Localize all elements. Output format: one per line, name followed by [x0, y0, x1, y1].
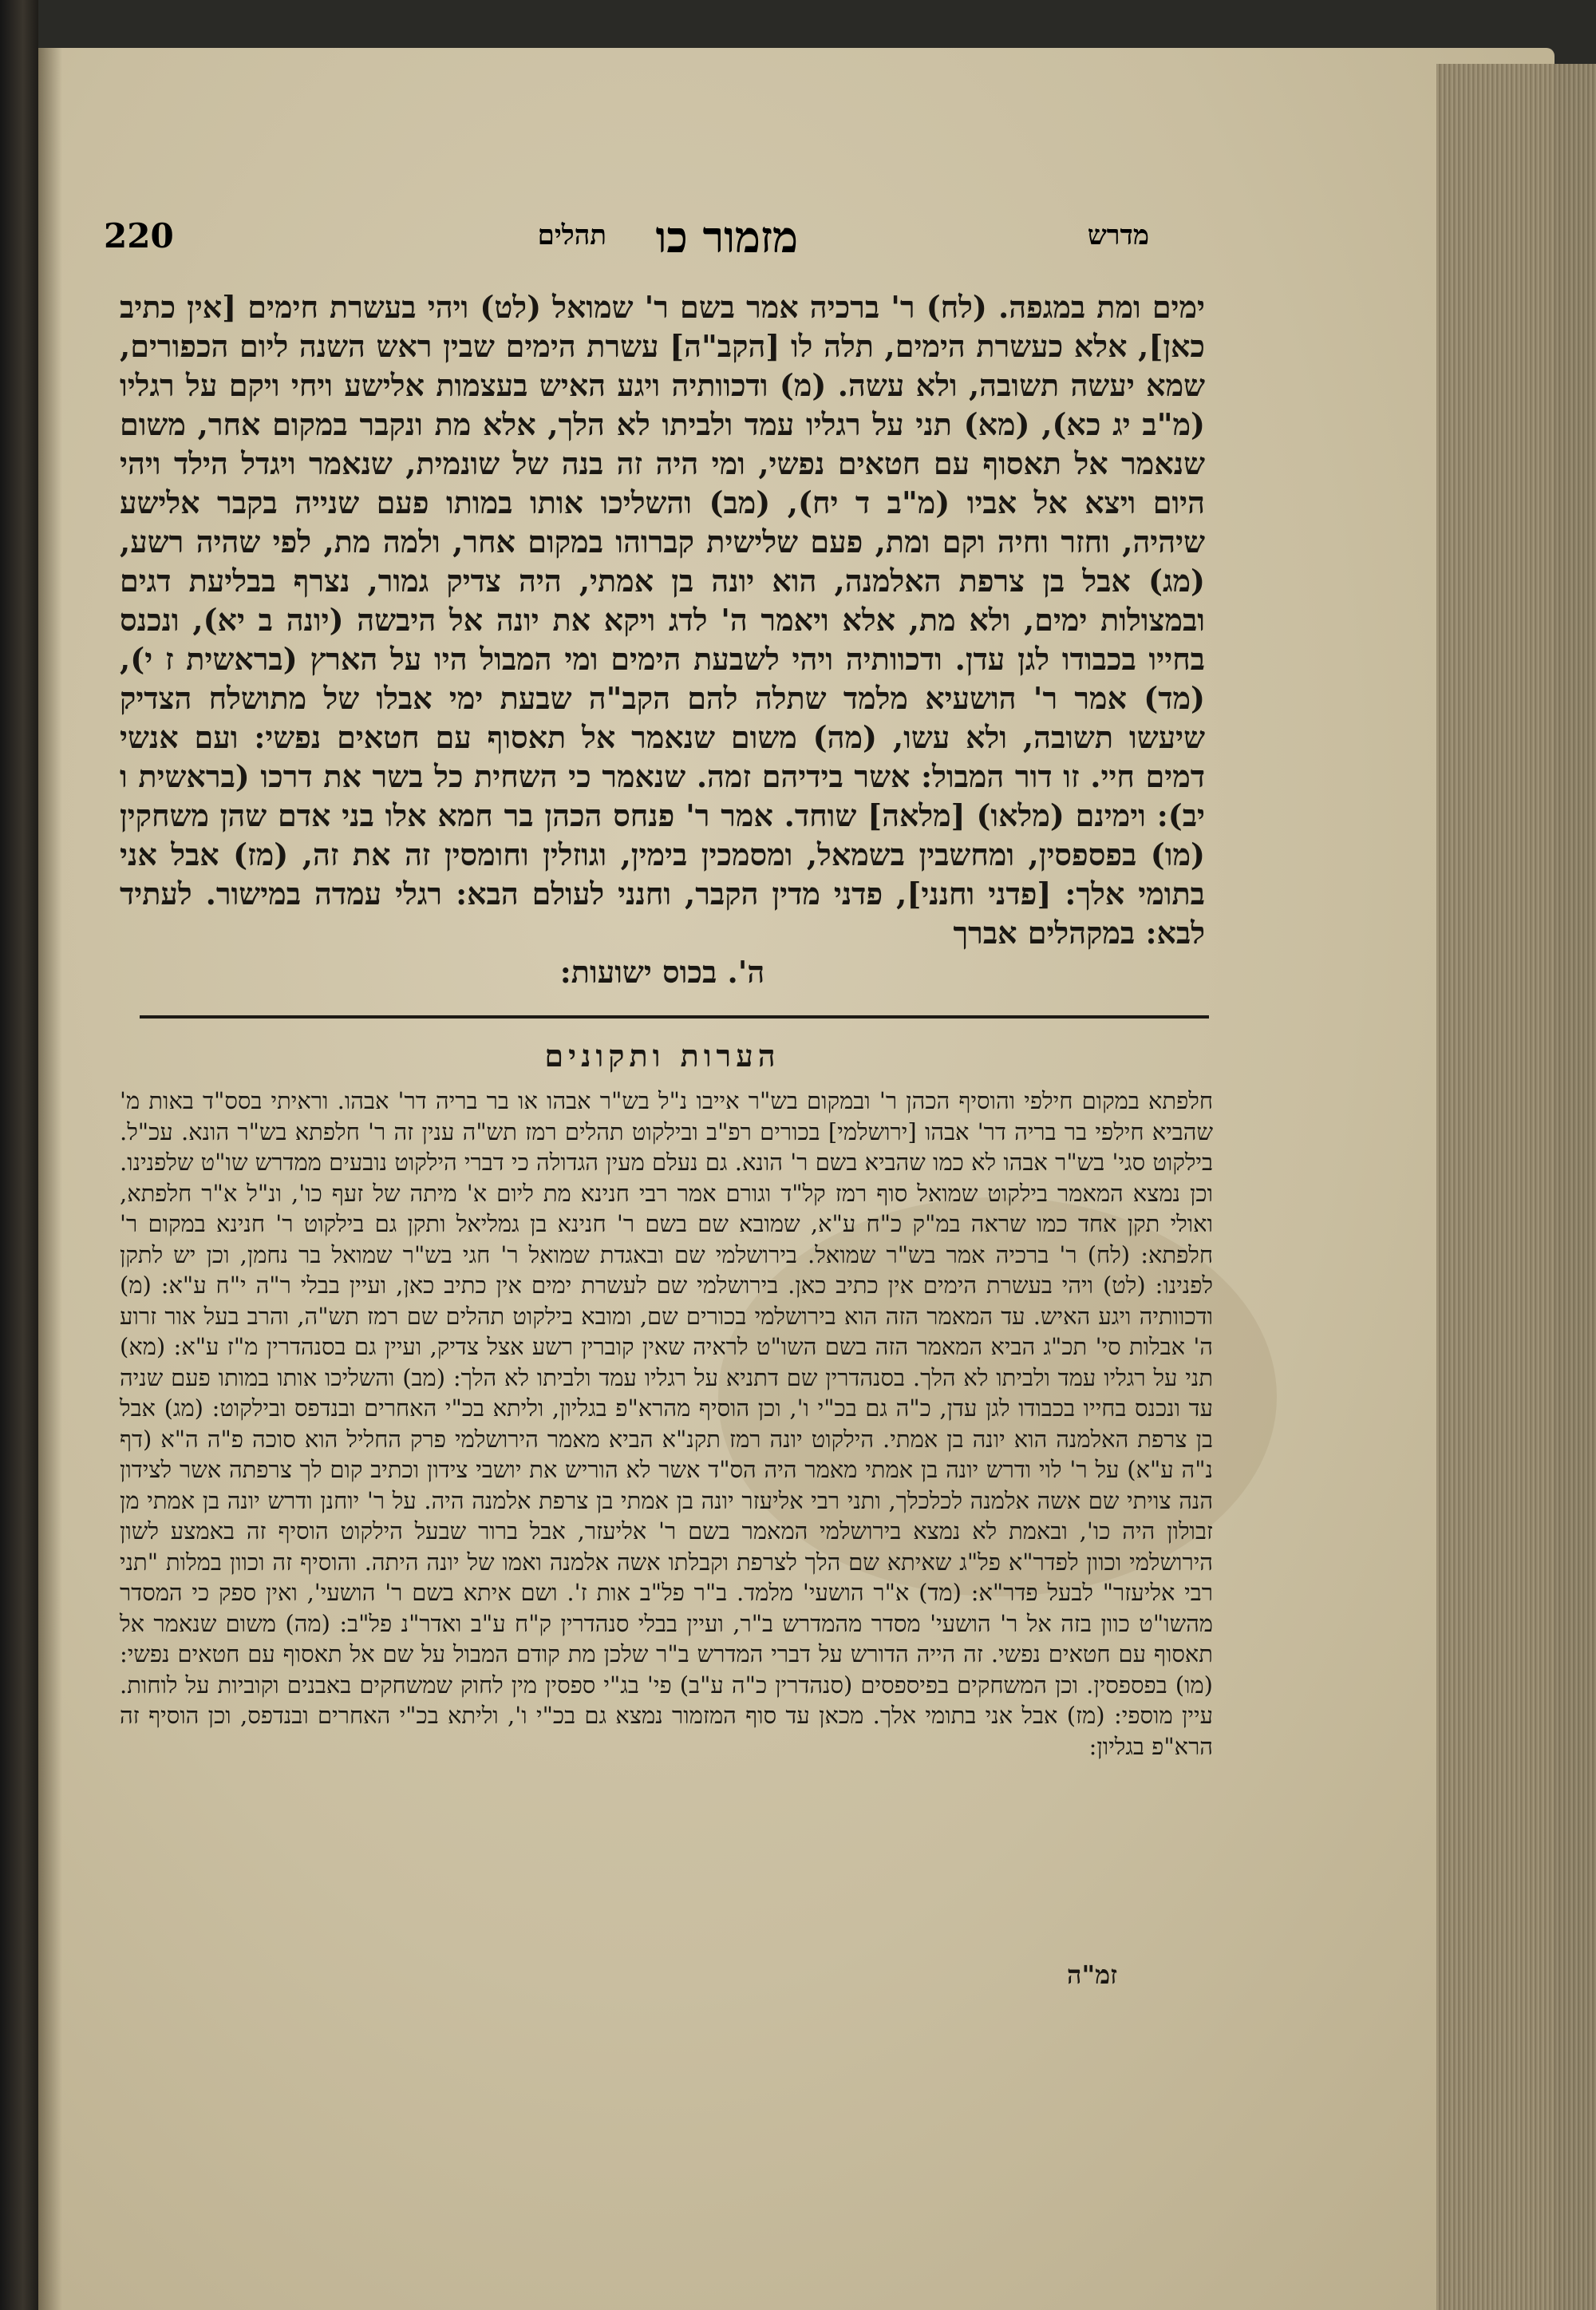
page-edges: [1436, 64, 1596, 2310]
book-board-left: [0, 0, 38, 2310]
main-text-block: [120, 287, 1205, 991]
page-number: 220: [104, 216, 174, 255]
main-paragraph: ימים ומת במגפה. (לח) ר' ברכיה אמר בשם ר' שמואל (לט) ויהי בעשרת חימים [אין כתיב כאן], אלא כעשרת הימים, תלה לו [הקב"ה] עשרת הימים שבין ראש השנה ליום הכפורים, שמא יעשה תשובה, ולא עשה. (מ) ודכוותיה ויגע האיש בעצמות אלישע ויחי ויקם על רגליו (מ"ב יג כא), (מא) תני על רגליו עמד ולביתו לא הלך, אלא מת ונקבר במקום אחר, משום שנאמר אל תאסוף עם חטאים נפשי, ומי היה זה בנה של שונמית, שנאמר ויגדל הילד ויהי היום ויצא אל אביו (מ"ב ד יח), (מב) והשליכו אותו במותו פעם שנייה בקבר אלישע שיהיה, וחזר וחיה וקם ומת, פעם שלישית קברוהו במקום אחר, ולמה מת, לפי שהיה רשע, (מג) אבל בן צרפת האלמנה, הוא יונה בן אמתי, היה צדיק גמור, נצרף בבליעת דגים ובמצולות ימים, ולא מת, אלא ויאמר ה' לדג ויקא את יונה אל היבשה (יונה ב יא), ונכנס בחייו בכבודו לגן עדן. ודכוותיה ויהי לשבעת הימים ומי המבול היו על הארץ (בראשית ז י), (מד) אמר ר' הושעיא מלמד שתלה להם הקב"ה שבעת ימי אבלו של מתושלח הצדיק שיעשו תשובה, ולא עשו, (מה) משום שנאמר אל תאסוף עם חטאים נפשי: ועם אנשי דמים חיי. זו דור המבול: אשר בידיהם זמה. שנאמר כי השחית כל בשר את דרכו (בראשית ו יב): וימינם (מלאו) [מלאה] שוחד. אמר ר' פנחס הכהן בר חמא אלו בני אדם שהן משחקין (מו) בפספסין, ומחשבין בשמאל, ומסמכין בימין, וגוזלין וחומסין זה את זה, (מז) אבל אני בתומי אלך: [פדני וחנני], פדני מדין הקבר, וחנני לעולם הבא: רגלי עמדה במישור. לעתיד לבא: במקהלים אברך: [120, 289, 1206, 951]
running-head-left: תהלים: [537, 220, 606, 251]
running-head-title: מזמור כו: [655, 212, 798, 263]
page-gutter-shadow: [38, 48, 62, 2310]
signature-mark: זמ"ה: [1067, 1960, 1117, 1990]
notes-heading: הערות ותקונים: [544, 1038, 780, 1074]
notes-text: חלפתא במקום חילפי והוסיף הכהן ר' ובמקום בש"ר אייבו נ"ל בש"ר אבהו או בר בריה דר' אבהו. וראיתי בסס"ד באות מ' שהביא חילפי בר בריה דר' אבהו [ירושלמי] בכורים רפ"ב ובילקוט תהלים רמז תש"ה ענין זה ר' חלפתא בש"ר הונא. עכ"ל. בילקוט סגי' בש"ר אבהו לא כמו שהביא בשם ר' הונא. גם נעלם מעין הגדולה כי דברי הילקוט נובעים ממדרש שו"ט שלפנינו. וכן נמצא המאמר בילקוט שמואל סוף רמז קל"ד וגורם אמר רבי חנינא מת ליום א' מיתה של זעף כו', ונ"ל א"ר חלפתא, ואולי תקן אחד כמו שראה במ"ק כ"ח ע"א, שמובא שם בשם ר' חנינא בן גמליאל ותקן גם בילקוט ר' חנינא במקום ר' חלפתא: (לח) ר' ברכיה אמר בש"ר שמואל. בירושלמי שם ובאגדת שמואל ר' חגי בש"ר שמואל בר נחמן, וכן יש לתקן לפנינו: (לט) ויהי בעשרת הימים אין כתיב כאן. בירושלמי שם לעשרת ימים אין כתיב כאן, ועיין בבלי ר"ה י"ח ע"א: (מ) ודכוותיה ויגע האיש. עד המאמר הזה הוא בירושלמי בכורים שם, ומובא בילקוט תהלים שם רמז תש"ה, והרב בעל אור זרוע ה' אבלות סי' תכ"ג הביא המאמר הזה בשם השו"ט לראיה שאין קוברין רשע אצל צדיק, ועיין גם בסנהדרין מ"ז ע"א: (מא) תני על רגליו עמד ולביתו לא הלך. בסנהדרין שם דתניא על רגליו עמד ולביתו לא הלך: (מב) והשליכו אותו במותו פעם שניה עד ונכנס בחייו בכבודו לגן עדן, כ"ה גם בכ"י ו', וכן הוסיף מהרא"פ בגליון, וליתא בכ"י האחרים ובנדפס ובילקוט: (מג) אבל בן צרפת האלמנה הוא יונה בן אמתי. הילקוט יונה רמז תקנ"א הביא מאמר הירושלמי פרק החליל הוא סוכה פ"ה ה"א (דף נ"ה ע"א) על ר' לוי ודרש יונה בן אמתי מאמר היה הס"ד אשר לא הוריש את יושבי צידון וכתיב קום לך צרפתה אשר לצידון הנה צויתי שם אשה אלמנה לכלכלך, ותני רבי אליעזר יונה בן אמתי בן צרפת אלמנה היה. על ר' יוחנן ודרש יונה בן אמתי מן זבולון היה כו', ובאמת לא נמצא בירושלמי המאמר בשם ר' אליעזר, אבל ברור שבעל הילקוט הוסיף זה באמצע לשון הירושלמי וכוון לפדר"א פל"ג שאיתא שם הלך לצרפת וקבלתו אשה אלמנה ואמו של יונה היתה. והוסיף זה וכוון במלות "תני רבי אליעזר" לבעל פדר"א: (מד) א"ר הושעי' מלמד. ב"ר פל"ב אות ז'. ושם איתא בשם ר' הושעי', ואין ספק כי המסדר מהשו"ט כוון בזה אל ר' הושעי' מסדר מהמדרש ב"ר, ועיין בבלי סנהדרין ק"ח ע"ב ואדר"נ פל"ב: (מה) משום שנאמר אל תאסוף עם חטאים נפשי. זה הייה הדורש על דברי המדרש ב"ר שלכן מת קודם המבול על שם אל תאסוף עם חטאים נפשי: (מו) בפספסין. וכן המשחקים בפיספסים (סנהדרין כ"ה ע"ב) פי' בג"י ספסין מין לחוק שמשחקים באבנים וקוביות על לוחות. עיין מוספי: (מז) אבל אני בתומי אלך. מכאן עד סוף המזמור נמצא גם בכ"י ו', וליתא בכ"י האחרים ובנדפס, וכן הוסיף זה הרא"פ בגליון:: [120, 1087, 1213, 1760]
running-head: [104, 212, 1197, 275]
running-head-right: מדרש: [1087, 220, 1149, 251]
main-closing-line: ה'. בכוס ישועות:: [559, 954, 765, 990]
section-divider: [140, 1015, 1209, 1019]
